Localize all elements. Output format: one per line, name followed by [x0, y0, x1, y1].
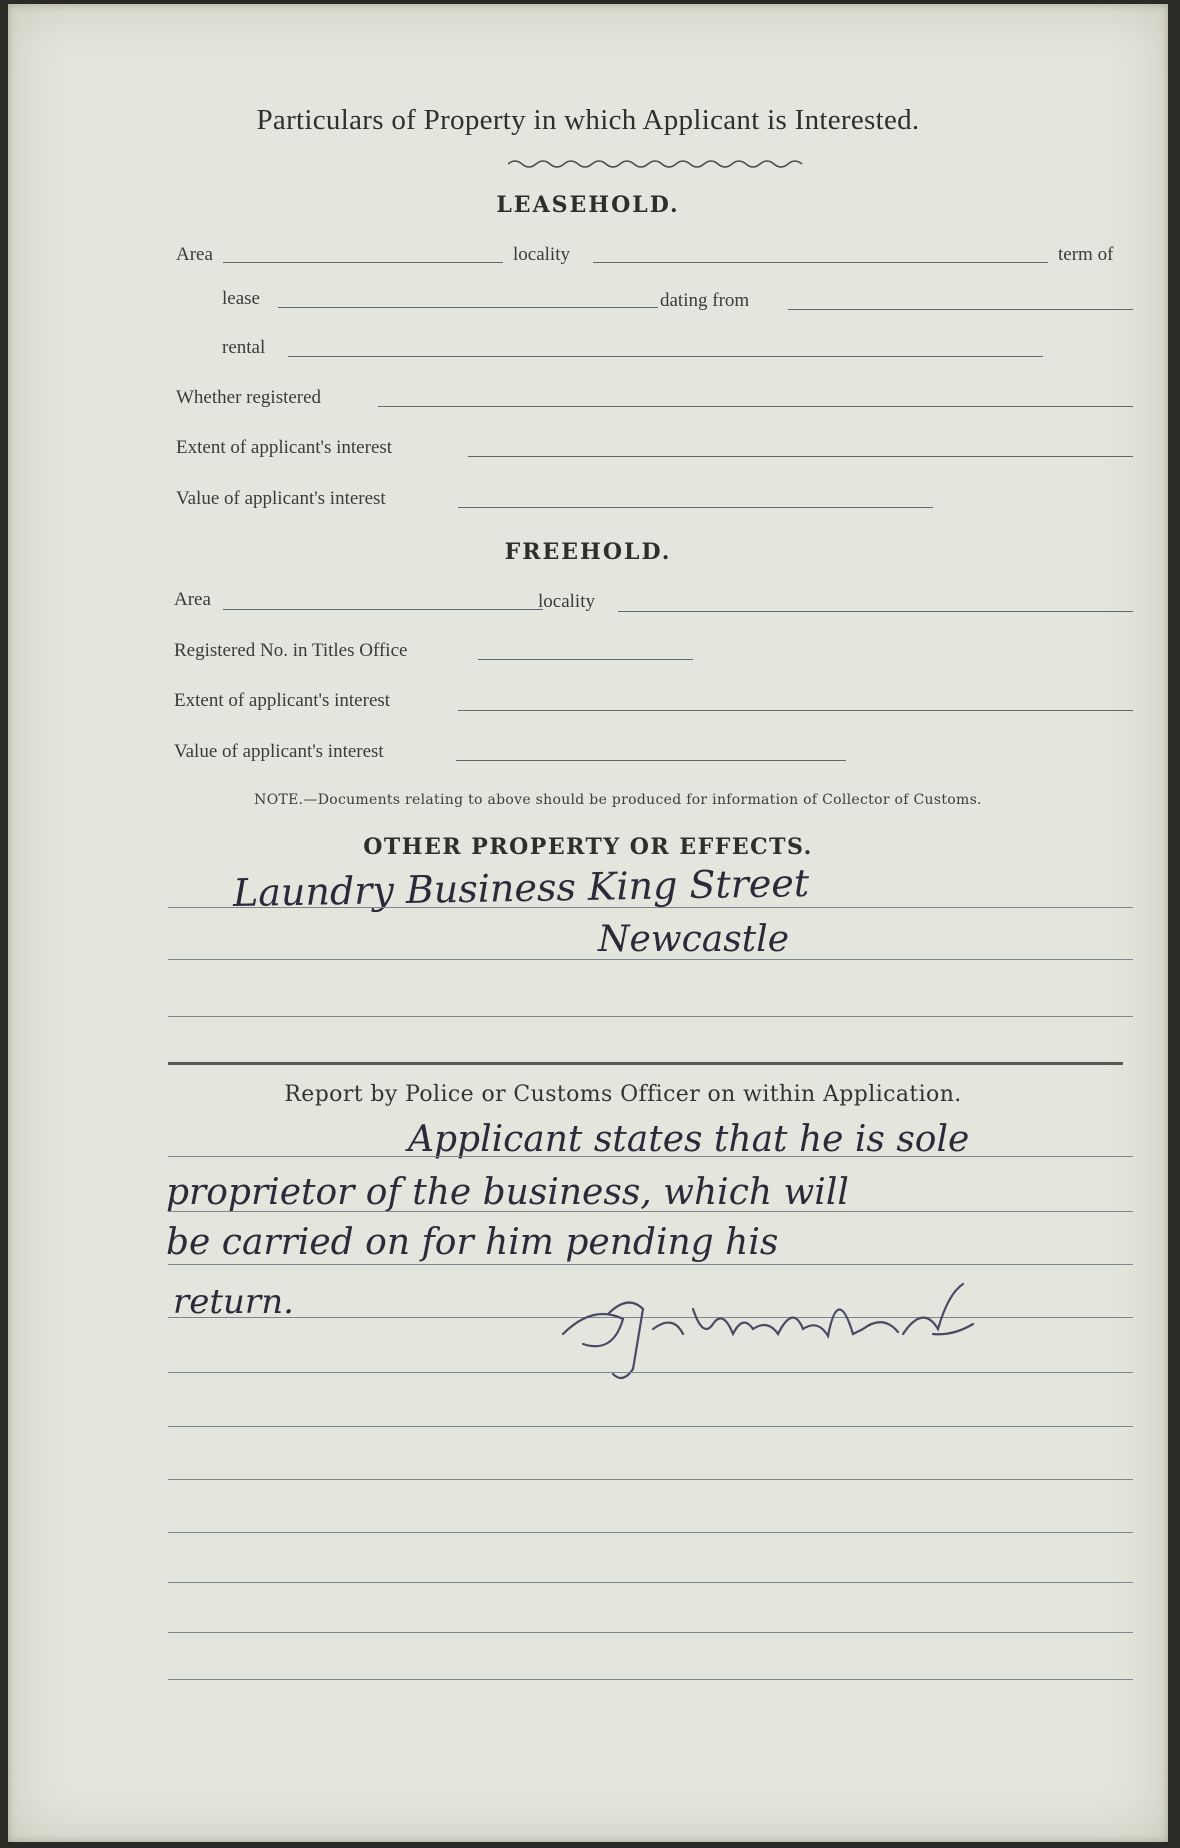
page-title: Particulars of Property in which Applicant is Interested.: [256, 104, 920, 136]
leasehold-heading: LEASEHOLD.: [496, 192, 680, 218]
leasehold-term-label: term of: [1058, 244, 1114, 265]
freehold-extent-label: Extent of applicant's interest: [174, 690, 391, 711]
leasehold-locality-line: [593, 262, 1048, 263]
freehold-locality-line: [618, 611, 1133, 612]
leasehold-lease-label: lease: [222, 288, 260, 309]
report-line-7: [168, 1479, 1133, 1480]
leasehold-lease-line: [278, 307, 658, 308]
freehold-area-label: Area: [174, 589, 211, 610]
leasehold-registered-label: Whether registered: [176, 387, 322, 408]
freehold-extent-line: [458, 710, 1133, 711]
other-property-handwriting-2: Newcastle: [598, 919, 790, 960]
freehold-heading: FREEHOLD.: [504, 539, 672, 565]
report-line-3: [168, 1264, 1133, 1265]
report-handwriting-1: Applicant states that he is sole: [408, 1119, 970, 1160]
report-line-1: [168, 1156, 1133, 1157]
leasehold-registered-line: [378, 406, 1133, 407]
report-line-8: [168, 1532, 1133, 1533]
freehold-value-label: Value of applicant's interest: [174, 741, 384, 762]
freehold-area-line: [223, 609, 543, 610]
leasehold-area-line: [223, 262, 503, 263]
customs-note: NOTE.—Documents relating to above should be produced for information of Collector of Customs.: [254, 792, 982, 808]
report-handwriting-2: proprietor of the business, which will: [166, 1172, 849, 1213]
leasehold-extent-label: Extent of applicant's interest: [176, 437, 393, 458]
leasehold-extent-line: [468, 456, 1133, 457]
freehold-value-line: [456, 760, 846, 761]
report-line-5: [168, 1372, 1133, 1373]
freehold-registered-line: [478, 659, 693, 660]
leasehold-dating-label: dating from: [660, 290, 750, 311]
report-line-2: [168, 1211, 1133, 1212]
report-line-10: [168, 1632, 1133, 1633]
report-handwriting-4: return.: [173, 1282, 294, 1322]
other-property-line-3: [168, 1016, 1133, 1017]
other-property-handwriting-1: Laundry Business King Street: [232, 860, 810, 916]
leasehold-value-line: [458, 507, 933, 508]
officer-signature: [553, 1274, 1003, 1384]
leasehold-dating-line: [788, 309, 1133, 310]
leasehold-rental-label: rental: [222, 337, 266, 358]
report-line-6: [168, 1426, 1133, 1427]
other-property-line-2: [168, 959, 1133, 960]
other-property-line-1: [168, 907, 1133, 908]
report-handwriting-3: be carried on for him pending his: [166, 1222, 779, 1263]
leasehold-locality-label: locality: [513, 244, 570, 265]
other-property-heading: OTHER PROPERTY OR EFFECTS.: [363, 834, 813, 860]
leasehold-area-label: Area: [176, 244, 213, 265]
leasehold-rental-line: [288, 356, 1043, 357]
report-heading: Report by Police or Customs Officer on within Application.: [284, 1082, 962, 1107]
document-page: [8, 4, 1168, 1842]
title-flourish: [508, 157, 808, 171]
leasehold-value-label: Value of applicant's interest: [176, 488, 386, 509]
freehold-registered-label: Registered No. in Titles Office: [174, 640, 408, 661]
freehold-locality-label: locality: [538, 591, 595, 612]
report-line-11: [168, 1679, 1133, 1680]
report-line-9: [168, 1582, 1133, 1583]
signature-text: J.H. Walford: [793, 1379, 800, 1380]
section-divider: [168, 1062, 1123, 1065]
